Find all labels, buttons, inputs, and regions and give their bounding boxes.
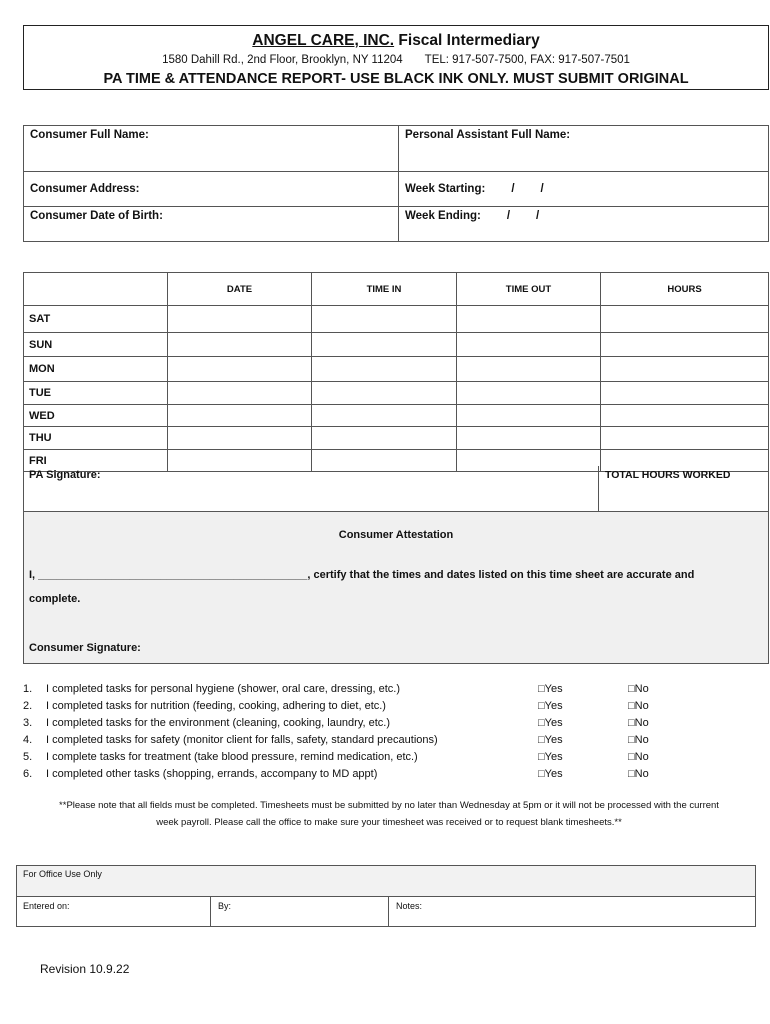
office-column-divider bbox=[388, 897, 389, 926]
yes-checkbox[interactable]: □Yes bbox=[538, 683, 563, 695]
attestation-text-line2: complete. bbox=[29, 593, 81, 605]
week-starting-label: Week Starting: bbox=[405, 183, 486, 195]
task-text: I completed tasks for nutrition (feeding, cooking, adhering to diet, etc.) bbox=[46, 700, 386, 712]
consumer-name-label: Consumer Full Name: bbox=[30, 129, 149, 141]
entered-on-field[interactable]: Entered on: bbox=[23, 901, 70, 911]
list-item bbox=[23, 717, 523, 732]
total-hours-field[interactable] bbox=[598, 466, 769, 512]
day-label: SUN bbox=[24, 333, 168, 357]
info-table bbox=[23, 125, 769, 242]
office-column-divider bbox=[210, 897, 211, 926]
attestation-title: Consumer Attestation bbox=[338, 529, 454, 541]
time-in-cell[interactable] bbox=[312, 357, 457, 382]
header-title bbox=[24, 32, 768, 50]
task-number: 5. bbox=[23, 751, 33, 763]
date-cell[interactable] bbox=[168, 333, 312, 357]
task-text: I completed tasks for safety (monitor client for falls, safety, standard precautions) bbox=[46, 734, 438, 746]
day-label: WED bbox=[24, 405, 168, 427]
yes-checkbox[interactable]: □Yes bbox=[538, 768, 563, 780]
task-number: 1. bbox=[23, 683, 33, 695]
consumer-dob-label: Consumer Date of Birth: bbox=[30, 210, 163, 222]
yes-checkbox[interactable]: □Yes bbox=[538, 717, 563, 729]
note-line1: **Please note that all fields must be completed. Timesheets must be submitted by no later than Wednesday at 5pm or it will not be processed with the current bbox=[59, 800, 719, 811]
note-line2: week payroll. Please call the office to make sure your timesheet was received or to request blank timesheets.** bbox=[156, 817, 622, 828]
date-cell[interactable] bbox=[168, 306, 312, 333]
day-label: FRI bbox=[24, 450, 168, 472]
address-text: 1580 Dahill Rd., 2nd Floor, Brooklyn, NY 11204 bbox=[162, 54, 403, 66]
date-slash: / bbox=[511, 183, 515, 195]
table-row bbox=[24, 382, 769, 405]
day-label: TUE bbox=[24, 382, 168, 405]
consumer-address-field[interactable] bbox=[24, 172, 399, 207]
yes-checkbox[interactable]: □Yes bbox=[538, 700, 563, 712]
revision-label: Revision 10.9.22 bbox=[40, 962, 130, 976]
consumer-name-field[interactable] bbox=[24, 126, 399, 172]
company-name: ANGEL CARE, INC. bbox=[252, 32, 395, 49]
task-number: 2. bbox=[23, 700, 33, 712]
no-checkbox[interactable]: □No bbox=[628, 768, 649, 780]
office-divider bbox=[16, 896, 756, 897]
header-address bbox=[24, 54, 768, 66]
no-checkbox[interactable]: □No bbox=[628, 751, 649, 763]
consumer-dob-field[interactable] bbox=[24, 207, 399, 242]
no-checkbox[interactable]: □No bbox=[628, 717, 649, 729]
list-item bbox=[23, 734, 523, 749]
submission-note bbox=[16, 797, 762, 831]
list-item bbox=[23, 751, 523, 766]
form-subtitle: PA TIME & ATTENDANCE REPORT- USE BLACK INK ONLY. MUST SUBMIT ORIGINAL bbox=[103, 71, 689, 87]
header-time-out: TIME OUT bbox=[457, 273, 601, 306]
office-use-title: For Office Use Only bbox=[23, 869, 102, 879]
week-ending-label: Week Ending: bbox=[405, 210, 481, 222]
list-item bbox=[23, 683, 523, 698]
time-out-cell[interactable] bbox=[457, 357, 601, 382]
header-date: DATE bbox=[168, 273, 312, 306]
header-title-rest: Fiscal Intermediary bbox=[394, 32, 540, 49]
header-hours: HOURS bbox=[601, 273, 769, 306]
day-label: THU bbox=[24, 427, 168, 450]
office-use-row bbox=[17, 897, 755, 926]
time-table bbox=[23, 272, 769, 472]
date-slash: / bbox=[536, 210, 540, 222]
task-text: I complete tasks for treatment (take blood pressure, remind medication, etc.) bbox=[46, 751, 418, 763]
task-text: I completed tasks for personal hygiene (shower, oral care, dressing, etc.) bbox=[46, 683, 401, 695]
date-cell[interactable] bbox=[168, 405, 312, 427]
hours-cell[interactable] bbox=[601, 382, 769, 405]
time-out-cell[interactable] bbox=[457, 333, 601, 357]
table-row bbox=[24, 427, 769, 450]
table-row bbox=[24, 405, 769, 427]
date-slash: / bbox=[506, 210, 511, 222]
hours-cell[interactable] bbox=[601, 405, 769, 427]
contact-text: TEL: 917-507-7500, FAX: 917-507-7501 bbox=[424, 54, 630, 66]
date-cell[interactable] bbox=[168, 382, 312, 405]
by-field[interactable]: By: bbox=[218, 901, 232, 911]
table-row bbox=[24, 333, 769, 357]
header-blank bbox=[24, 273, 168, 306]
total-hours-label: TOTAL HOURS WORKED bbox=[605, 469, 731, 481]
hours-cell[interactable] bbox=[601, 306, 769, 333]
yes-checkbox[interactable]: □Yes bbox=[538, 734, 563, 746]
header-time-in: TIME IN bbox=[312, 273, 457, 306]
list-item bbox=[23, 768, 523, 783]
pa-signature-label: PA Signature: bbox=[29, 469, 101, 481]
pa-name-label: Personal Assistant Full Name: bbox=[405, 129, 571, 141]
time-in-cell[interactable] bbox=[312, 405, 457, 427]
time-in-cell[interactable] bbox=[312, 382, 457, 405]
day-label: MON bbox=[24, 357, 168, 382]
date-cell[interactable] bbox=[168, 427, 312, 450]
consumer-address-label: Consumer Address: bbox=[30, 183, 140, 195]
list-item bbox=[23, 700, 523, 715]
time-out-cell[interactable] bbox=[457, 306, 601, 333]
time-out-cell[interactable] bbox=[457, 427, 601, 450]
hours-cell[interactable] bbox=[601, 357, 769, 382]
week-ending-field[interactable] bbox=[399, 207, 769, 242]
time-table-header bbox=[24, 273, 769, 306]
pa-name-field[interactable] bbox=[399, 126, 769, 172]
time-in-cell[interactable] bbox=[312, 427, 457, 450]
attestation-text-line1[interactable]: I, ____________________________________________, certify that the times and dates listed on this time sheet are accurate and bbox=[29, 569, 695, 581]
task-text: I completed tasks for the environment (cleaning, cooking, laundry, etc.) bbox=[46, 717, 391, 729]
table-row bbox=[24, 357, 769, 382]
consumer-signature-label: Consumer Signature: bbox=[29, 642, 141, 654]
day-label: SAT bbox=[24, 306, 168, 333]
date-slash: / bbox=[540, 183, 544, 195]
task-number: 4. bbox=[23, 734, 33, 746]
task-number: 6. bbox=[23, 768, 33, 780]
task-number: 3. bbox=[23, 717, 33, 729]
attestation-box bbox=[23, 511, 769, 624]
notes-field[interactable]: Notes: bbox=[396, 901, 423, 911]
time-out-cell[interactable] bbox=[457, 382, 601, 405]
week-starting-field[interactable] bbox=[399, 172, 769, 207]
no-checkbox[interactable]: □No bbox=[628, 683, 649, 695]
yes-checkbox[interactable]: □Yes bbox=[538, 751, 563, 763]
header-box bbox=[23, 25, 769, 90]
task-text: I completed other tasks (shopping, errands, accompany to MD appt) bbox=[46, 768, 378, 780]
time-in-cell[interactable] bbox=[312, 306, 457, 333]
hours-cell[interactable] bbox=[601, 427, 769, 450]
table-row bbox=[24, 306, 769, 333]
no-checkbox[interactable]: □No bbox=[628, 734, 649, 746]
date-cell[interactable] bbox=[168, 357, 312, 382]
time-out-cell[interactable] bbox=[457, 405, 601, 427]
no-checkbox[interactable]: □No bbox=[628, 700, 649, 712]
time-in-cell[interactable] bbox=[312, 333, 457, 357]
hours-cell[interactable] bbox=[601, 333, 769, 357]
